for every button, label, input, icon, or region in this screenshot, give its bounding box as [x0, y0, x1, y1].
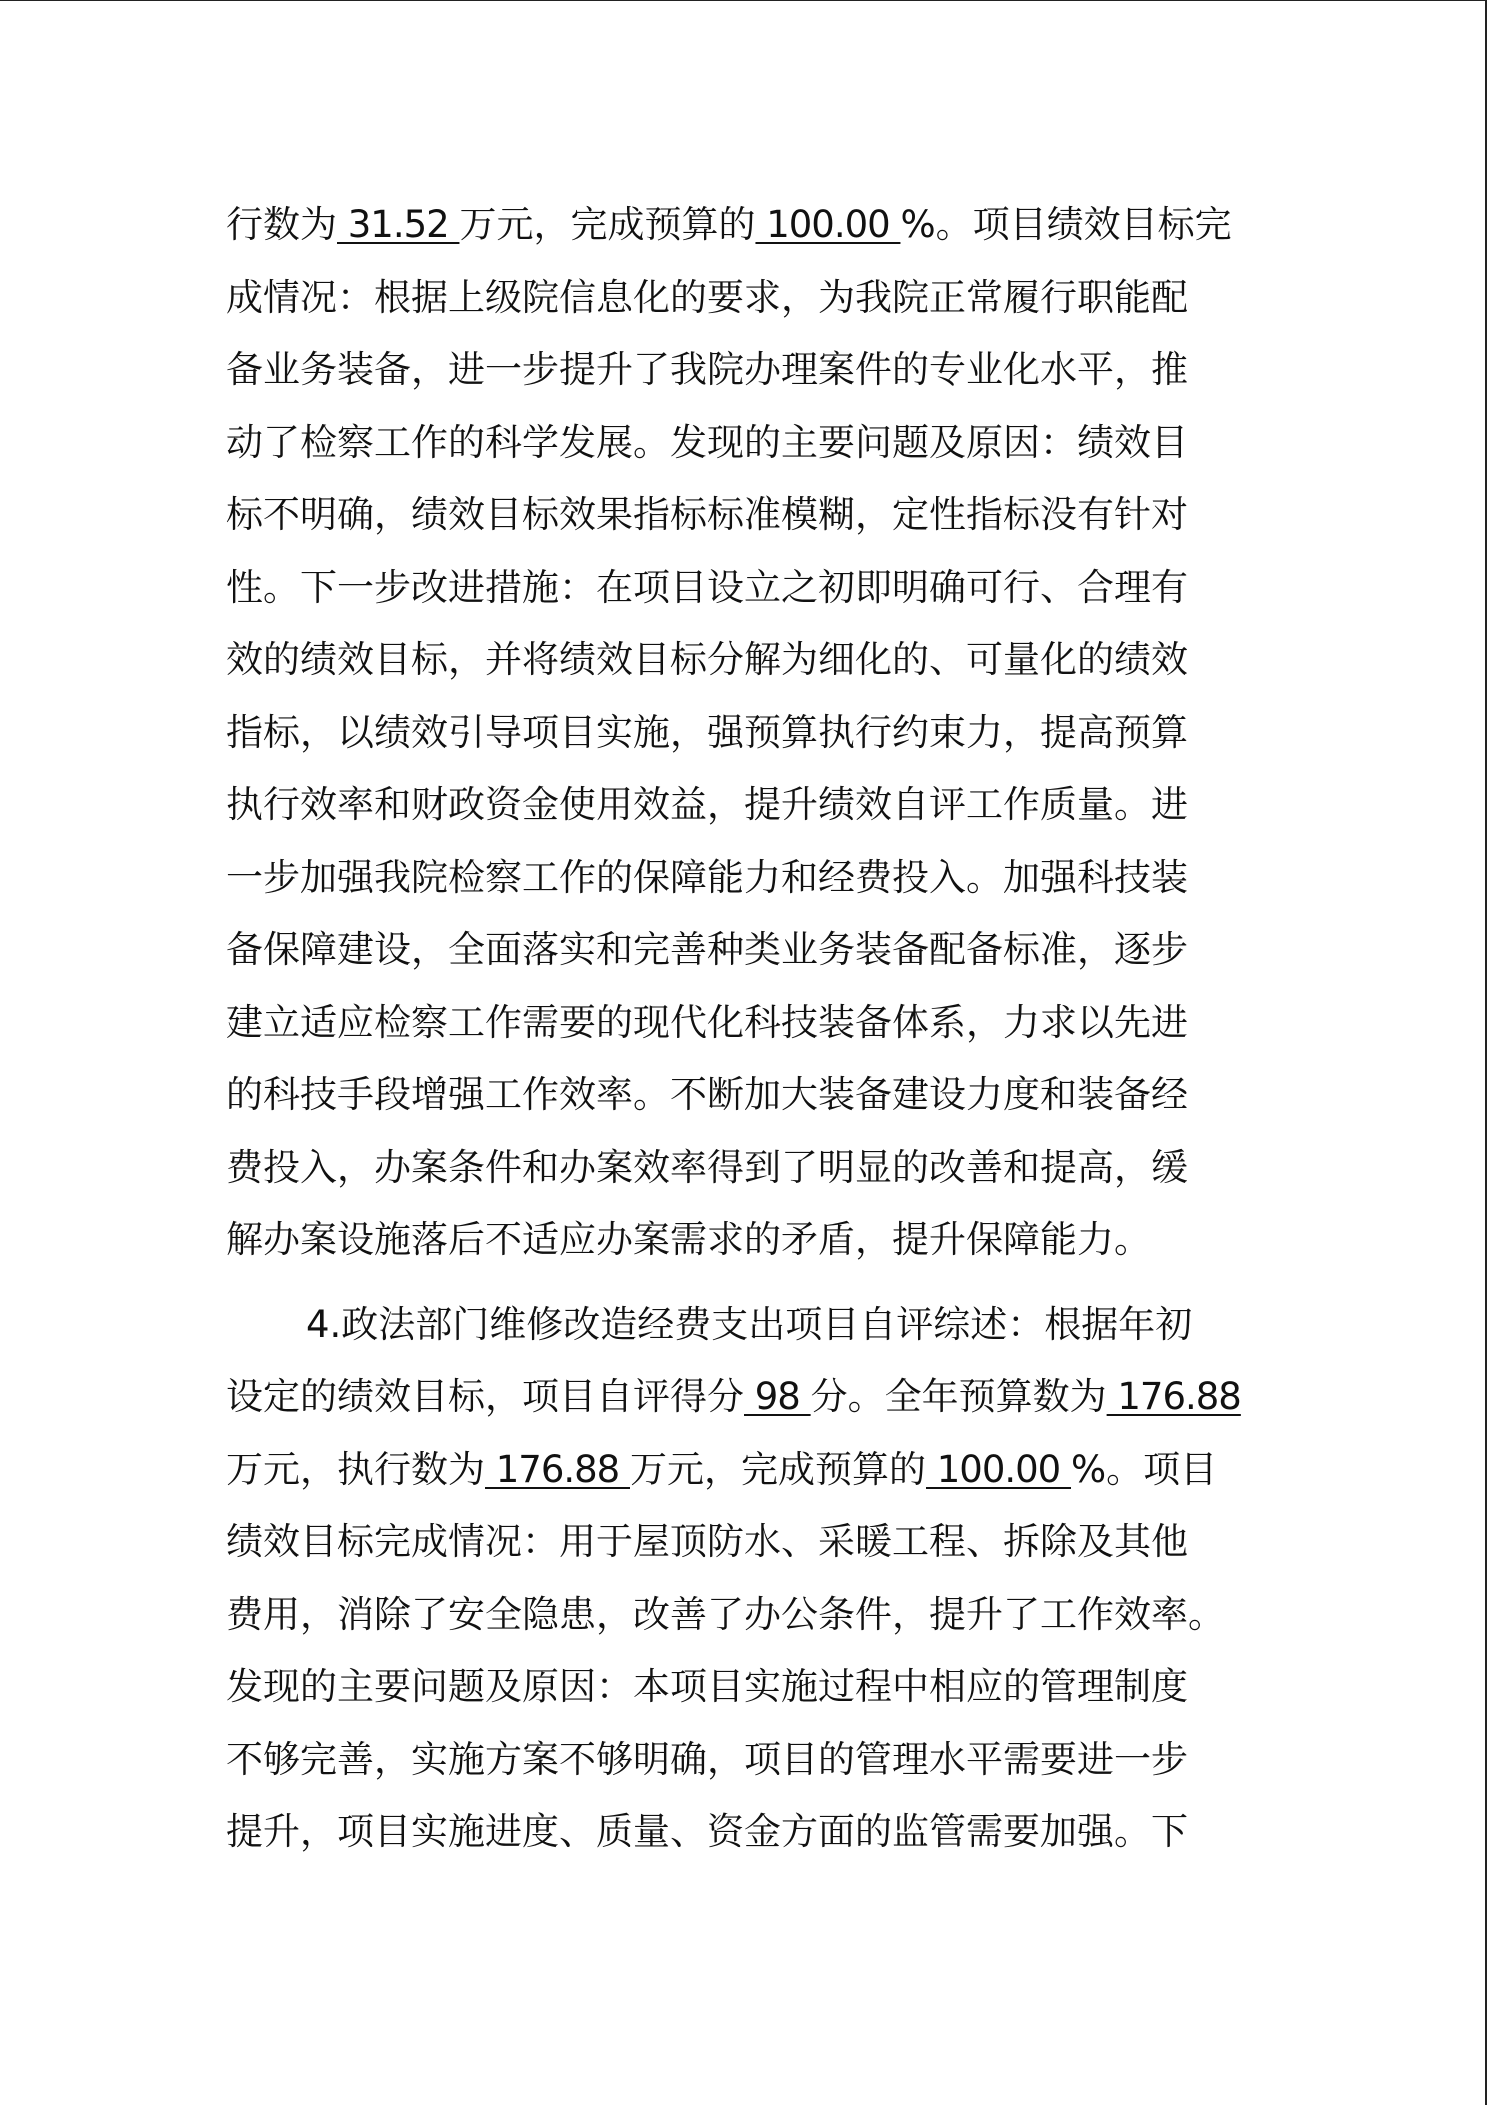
text-line: 绩效目标完成情况：用于屋顶防水、采暖工程、拆除及其他 [226, 1520, 1188, 1563]
executed-amount-value: 31.52 [337, 203, 460, 246]
text-line [226, 189, 1266, 262]
text-line: 提升，项目实施进度、质量、资金方面的监管需要加强。下 [226, 1810, 1188, 1853]
text-line: 备保障建设，全面落实和完善种类业务装备配备标准，逐步 [226, 928, 1188, 971]
paragraph-heading-line: 4.政法部门维修改造经费支出项目自评综述：根据年初 [306, 1302, 1193, 1346]
text-line: 费投入，办案条件和办案效率得到了明显的改善和提高，缓 [226, 1145, 1188, 1189]
text-line: 费用，消除了安全隐患，改善了办公条件，提升了工作效率。 [226, 1592, 1225, 1636]
text-run: %。项目 [1071, 1447, 1218, 1491]
text-run: 万元，完成预算的 [630, 1447, 926, 1491]
text-run: 行数为 [226, 203, 337, 246]
text-line [226, 1434, 1266, 1507]
text-line: 建立适应检察工作需要的现代化科技装备体系，力求以先进 [226, 1000, 1188, 1044]
annual-budget-value: 176.88 [1106, 1375, 1241, 1418]
text-line: 解办案设施落后不适应办案需求的矛盾，提升保障能力。 [226, 1218, 1151, 1261]
text-line: 一步加强我院检察工作的保障能力和经费投入。加强科技装 [226, 855, 1188, 899]
text-line: 标不明确，绩效目标效果指标标准模糊，定性指标没有针对 [226, 493, 1188, 536]
text-line: 效的绩效目标，并将绩效目标分解为细化的、可量化的绩效 [226, 638, 1188, 681]
text-line: 的科技手段增强工作效率。不断加大装备建设力度和装备经 [226, 1073, 1188, 1116]
text-run: 设定的绩效目标，项目自评得分 [226, 1375, 744, 1418]
paragraph-spacer [226, 1277, 1266, 1289]
self-eval-score-value: 98 [744, 1375, 811, 1418]
completion-rate-value: 100.00 [755, 203, 901, 246]
text-line [226, 1361, 1266, 1434]
text-run: 万元，执行数为 [226, 1447, 485, 1491]
text-run: 万元，完成预算的 [459, 203, 756, 246]
executed-amount-value: 176.88 [485, 1447, 630, 1491]
text-line: 执行效率和财政资金使用效益，提升绩效自评工作质量。进 [226, 783, 1188, 826]
text-line: 动了检察工作的科学发展。发现的主要问题及原因：绩效目 [226, 420, 1188, 464]
text-run: %。项目绩效目标完 [900, 203, 1232, 246]
body-text [226, 189, 1266, 1869]
text-line: 备业务装备，进一步提升了我院办理案件的专业化水平，推 [226, 348, 1188, 391]
text-run: 分。全年预算数为 [810, 1375, 1107, 1418]
text-line: 性。下一步改进措施：在项目设立之初即明确可行、合理有 [226, 565, 1188, 609]
text-line: 发现的主要问题及原因：本项目实施过程中相应的管理制度 [226, 1665, 1188, 1708]
completion-rate-value: 100.00 [926, 1447, 1071, 1491]
text-line: 不够完善，实施方案不够明确，项目的管理水平需要进一步 [226, 1737, 1188, 1781]
text-line: 指标，以绩效引导项目实施，强预算执行约束力，提高预算 [226, 710, 1188, 754]
text-line: 成情况：根据上级院信息化的要求，为我院正常履行职能配 [226, 275, 1188, 319]
